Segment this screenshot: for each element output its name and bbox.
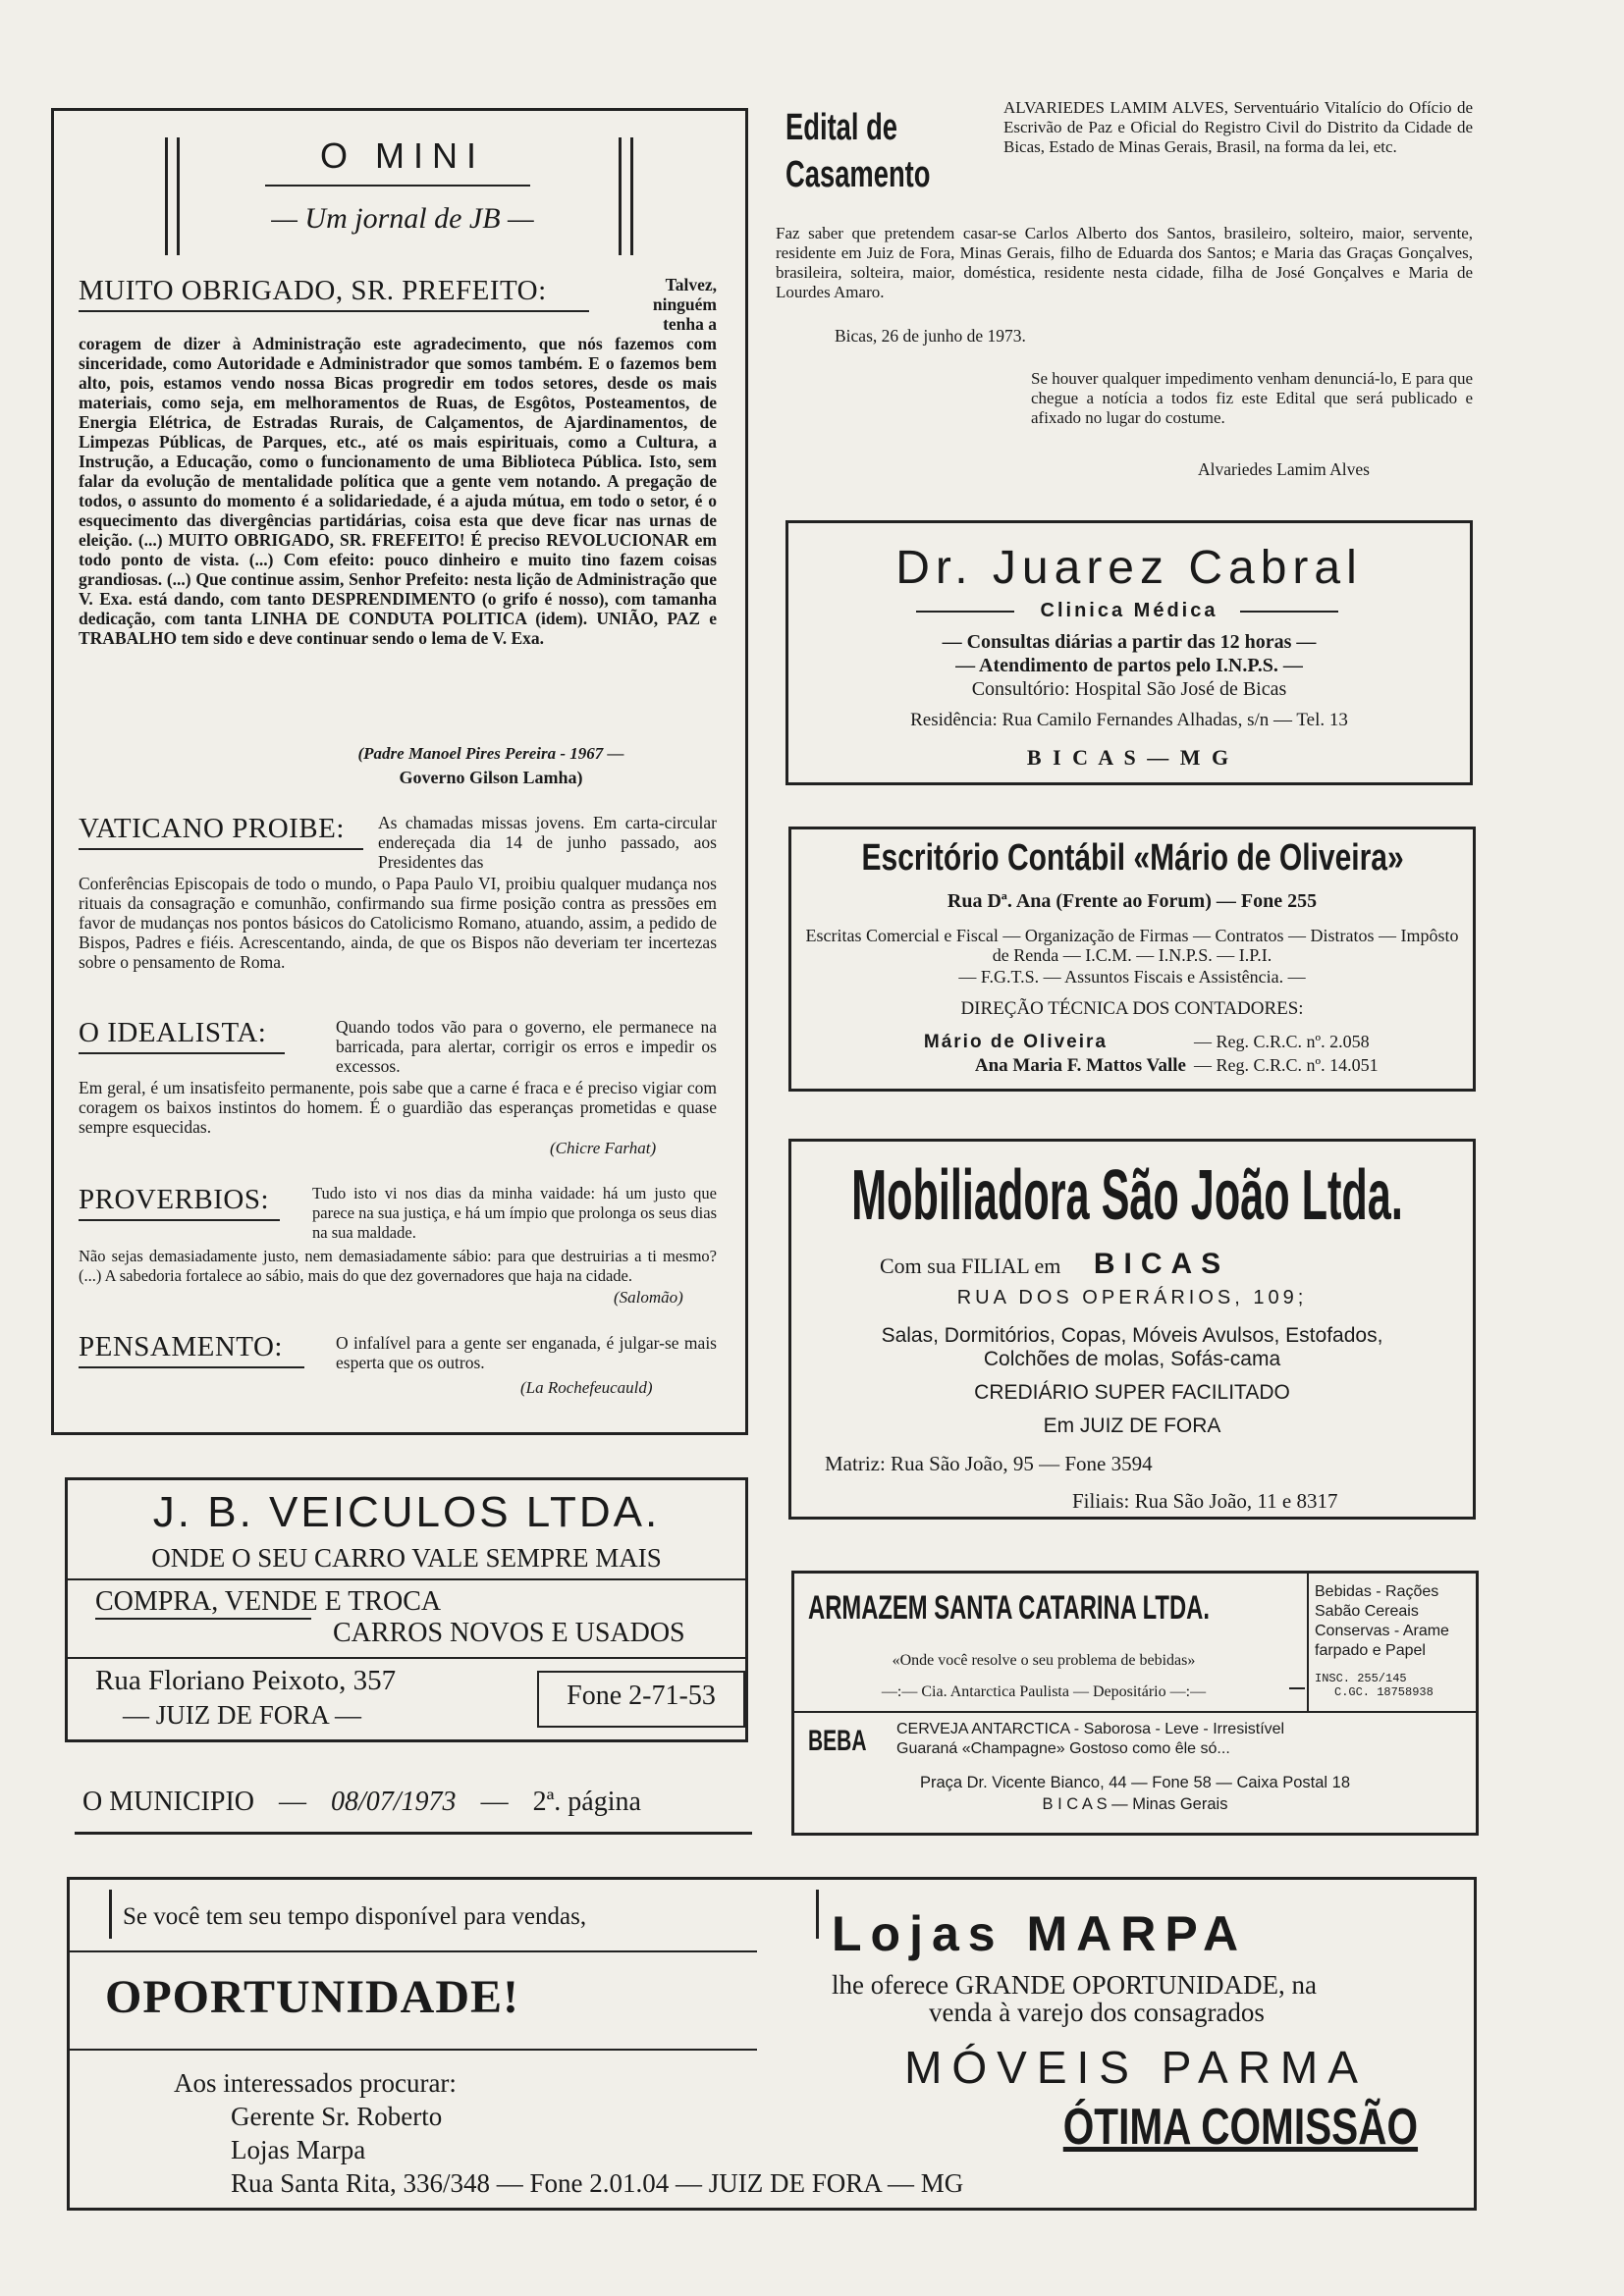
jb-address1: Rua Floriano Peixoto, 357 [95,1665,397,1696]
marpa-contact-lead: Aos interessados procurar: [174,2068,457,2098]
armazem-side4: farpado e Papel [1315,1642,1426,1659]
mobiliadora-jf: Em JUIZ DE FORA [1043,1415,1221,1437]
footer-page: 2ª. página [532,1787,641,1817]
edital-title-line2: Casamento [785,154,931,195]
jb-phone: Fone 2-71-53 [567,1681,716,1711]
jb-slogan: ONDE O SEU CARRO VALE SEMPRE MAIS [151,1543,662,1573]
jb-line1: COMPRA, VENDE E TROCA [95,1586,442,1617]
marpa-offer2: venda à varejo dos consagrados [929,1998,1265,2027]
footer-paper: O MUNICIPIO [82,1787,254,1817]
footer-sep2: — [480,1787,509,1817]
edital-signature: Alvariedes Lamim Alves [1198,459,1370,479]
section-lead: Talvez, ninguém tenha a [652,275,717,334]
marpa-ad [67,1877,1477,2211]
section-body: Não sejas demasiadamente justo, nem demasiadamente sábio: para que destruirias a ti mesmo? (...) A sabedoria fortalece ao sábio, mais do que dez governadores que haja na cidade. [79,1247,717,1285]
mobiliadora-credit: CREDIÁRIO SUPER FACILITADO [974,1381,1290,1404]
escritorio-person1: Mário de Oliveira [923,1032,1108,1052]
juarez-specialty: Clinica Médica [1040,600,1218,621]
marpa-commission: ÓTIMA COMISSÃO [1062,2099,1419,2156]
jb-line2: CARROS NOVOS E USADOS [333,1618,685,1648]
escritorio-services1: Escritas Comercial e Fiscal — Organização de Firmas — Contratos — Distratos — Impôsto de Renda — I.C.M. — I.N.P.S. — I.P.I. [805,926,1459,965]
escritorio-address: Rua Dª. Ana (Frente ao Forum) — Fone 255 [947,890,1318,912]
marpa-contact3: Rua Santa Rita, 336/348 — Fone 2.01.04 — JUIZ DE FORA — MG [231,2168,964,2198]
marpa-headline: OPORTUNIDADE! [105,1971,519,2023]
mobiliadora-filial-pre: Com sua FILIAL em [880,1254,1061,1278]
armazem-address: Praça Dr. Vicente Bianco, 44 — Fone 58 — Caixa Postal 18 [919,1774,1351,1791]
section-citation: (La Rochefeucauld) [520,1378,653,1397]
edital-date: Bicas, 26 de junho de 1973. [835,326,1026,346]
marpa-product: MÓVEIS PARMA [904,2042,1368,2093]
juarez-city: B I C A S — M G [1026,745,1232,770]
jb-ad [65,1477,748,1742]
armazem-side3: Conservas - Arame [1315,1623,1449,1639]
section-citation-2: Governo Gilson Lamha) [399,768,583,787]
mobiliadora-street: RUA DOS OPERÁRIOS, 109; [956,1287,1308,1308]
escritorio-services2: — F.G.T.S. — Assuntos Fiscais e Assistência. — [958,967,1306,987]
mini-masthead [137,126,668,255]
section-body: coragem de dizer à Administração este agradecimento, que nós fazemos com sinceridade, como Autoridade e Administrador que somos também. E o fazemos bem alto, pois, estamos vendo nossa Bicas progredir em todos setores, desde os mais materiais, como seja, em melhoramentos de Ruas, de Esgôtos, Posteamentos, de Energia Elétrica, de Estradas Rurais, de Calçamentos, de Ajardinamentos, de Limpezas Públicas, de Parques, etc., até os mais espirituais, como a Cultura, a Instrução, a Educação, como o funcionamento de uma Biblioteca Pública. Isto, sem falar da evolução de mentalidade política que a gente vem notando. A pregação de todos, o assunto do momento é a solidariedade, é a ajuda mútua, em todo o setor, é o esquecimento das divergências partidárias, coisa esta que deve ficar nas urnas de eleição. (...) MUITO OBRIGADO, SR. FREFEITO! É preciso REVOLUCIONAR em todo ponto de vista. (...) Com efeito: pouco dinheiro e muito tino fazem coisas grandiosas. (...) Que continue assim, Senhor Prefeito: nesta lição de Administração que V. Exa. está dando, com tanto DESPRENDIMENTO (o grifo é nosso), com tamanha dedicação, com tanta LINHA DE CONDUTA POLITICA (idem). UNIÃO, PAZ e TRABALHO tem sido e deve continuar sendo o lema de V. Exa. [79,334,717,648]
armazem-insc: INSC. 255/145 [1315,1672,1407,1685]
mobiliadora-filial [880,1248,1430,1281]
armazem-city: B I C A S — Minas Gerais [1042,1795,1228,1813]
edital-title [785,104,998,198]
marpa-contact1: Gerente Sr. Roberto [231,2102,443,2131]
section-lead: As chamadas missas jovens. Em carta-circular endereçada dia 14 de junho passado, aos Presidentes das [378,813,717,872]
mobiliadora-items2: Colchões de molas, Sofás-cama [983,1348,1281,1370]
escritorio-reg2: — Reg. C.R.C. nº. 14.051 [1194,1055,1379,1075]
jb-name: J. B. VEICULOS LTDA. [152,1488,661,1536]
section-body: Conferências Episcopais de todo o mundo, o Papa Paulo VI, proibiu qualquer mudança nos rituais da consagração e comunhão, confirmando sua firme posição contra as pressões em favor de mudanças nos pontos básicos do Catolicismo Romano, atuando, assim, a pedido de Bispos, Padres e fiéis. Acrescentando, ainda, de que os Bispos não deveriam ter incertezas sobre o pensamento de Roma. [79,874,717,972]
armazem-ad [791,1571,1479,1836]
edital-title-line1: Edital de [785,107,898,148]
armazem-dealer: —:— Cia. Antarctica Paulista — Depositário —:— [798,1683,1289,1701]
edital-closing: Se houver qualquer impedimento venham denunciá-lo, E para que chegue a notícia a todos fiz este Edital que será publicado e afixado no lugar do costume. [1031,369,1473,427]
armazem-title: ARMAZEM SANTA CATARINA LTDA. [808,1589,1210,1627]
section-heading: O IDEALISTA: [79,1017,267,1048]
mini-title: O MINI [320,135,485,176]
mobiliadora-filial-city: BICAS [1093,1248,1230,1280]
section-lead: Tudo isto vi nos dias da minha vaidade: há um justo que parece na sua justiça, e há um ímpio que prolonga os seus dias na sua maldade. [312,1184,717,1242]
juarez-line2: — Atendimento de partos pelo I.N.P.S. — [955,655,1303,676]
page-footer [82,1787,742,1830]
section-lead: O infalível para a gente ser enganada, é julgar-se mais esperta que os outros. [336,1333,717,1372]
section-body: Em geral, é um insatisfeito permanente, pois sabe que a carne é fraca e é preciso vigiar com coragem os baixos instintos do homem. É o guardião das esperanças prometidas e quase sempre esquecidas. [79,1078,717,1137]
juarez-ad [785,520,1473,785]
armazem-beer2: Guaraná «Champagne» Gostoso como êle só... [896,1740,1230,1757]
section-citation: (Padre Manoel Pires Pereira - 1967 — [357,744,624,763]
section-lead: Quando todos vão para o governo, ele permanece na barricada, para alertar, corrigir os erros e impedir os excessos. [336,1017,717,1076]
section-heading: PENSAMENTO: [79,1331,283,1362]
edital [776,98,1473,491]
marpa-offer1: lhe oferece GRANDE OPORTUNIDADE, na [832,1970,1318,2000]
mobiliadora-title: Mobiliadora São João Ltda. [851,1156,1403,1235]
armazem-beba: BEBA [808,1725,867,1757]
section-citation: (Salomão) [614,1288,683,1307]
juarez-line3: Consultório: Hospital São José de Bicas [971,678,1287,700]
marpa-brand: Lojas MARPA [832,1906,1248,1961]
mini-subtitle: — Um jornal de JB — [271,202,534,235]
armazem-side1: Bebidas - Rações [1315,1583,1439,1600]
mobiliadora-ad [788,1139,1476,1520]
armazem-cgc: C.GC. 18758938 [1334,1685,1434,1699]
footer-date: 08/07/1973 [331,1787,457,1817]
escritorio-direction: DIREÇÃO TÉCNICA DOS CONTADORES: [960,998,1304,1019]
escritorio-ad [788,827,1476,1092]
jb-address2: — JUIZ DE FORA — [123,1700,362,1730]
escritorio-person2: Ana Maria F. Mattos Valle [974,1055,1186,1076]
juarez-name: Dr. Juarez Cabral [895,542,1363,594]
armazem-side2: Sabão Cereais [1315,1603,1419,1620]
section-heading: MUITO OBRIGADO, SR. PREFEITO: [79,275,547,306]
marpa-intro: Se você tem seu tempo disponível para vendas, [123,1903,587,1930]
escritorio-title: Escritório Contábil «Mário de Oliveira» [861,837,1404,879]
mobiliadora-filiais: Filiais: Rua São João, 11 e 8317 [1072,1489,1338,1513]
armazem-slogan: «Onde você resolve o seu problema de bebidas» [892,1652,1196,1669]
section-heading: VATICANO PROIBE: [79,813,345,844]
edital-body: Faz saber que pretendem casar-se Carlos Alberto dos Santos, brasileiro, solteiro, maior, servente, residente em Juiz de Fora, Minas Gerais, filho de Eduarda dos Santos; e Maria das Graças Gonçalves, brasileira, solteira, maior, doméstica, residente nesta cidade, filha de José Gonçalves e Maria de Lourdes Amaro. [776,224,1473,301]
juarez-line4: Residência: Rua Camilo Fernandes Alhadas, s/n — Tel. 13 [910,710,1348,730]
juarez-line1: — Consultas diárias a partir das 12 horas — [942,631,1317,653]
marpa-contact2: Lojas Marpa [231,2135,366,2164]
mobiliadora-items1: Salas, Dormitórios, Copas, Móveis Avulsos, Estofados, [881,1324,1383,1347]
footer-sep1: — [279,1787,306,1817]
section-citation: (Chicre Farhat) [550,1139,657,1157]
mobiliadora-matriz: Matriz: Rua São João, 95 — Fone 3594 [825,1452,1153,1475]
escritorio-reg1: — Reg. C.R.C. nº. 2.058 [1194,1032,1370,1051]
edital-intro: ALVARIEDES LAMIM ALVES, Serventuário Vitalício do Ofício de Escrivão de Paz e Oficial do Registro Civil do Distrito da Cidade de Bicas, Estado de Minas Gerais, Brasil, na forma da lei, etc. [1003,98,1473,156]
armazem-beer1: CERVEJA ANTARCTICA - Saborosa - Leve - Irresistível [896,1721,1285,1737]
section-heading: PROVERBIOS: [79,1184,270,1215]
